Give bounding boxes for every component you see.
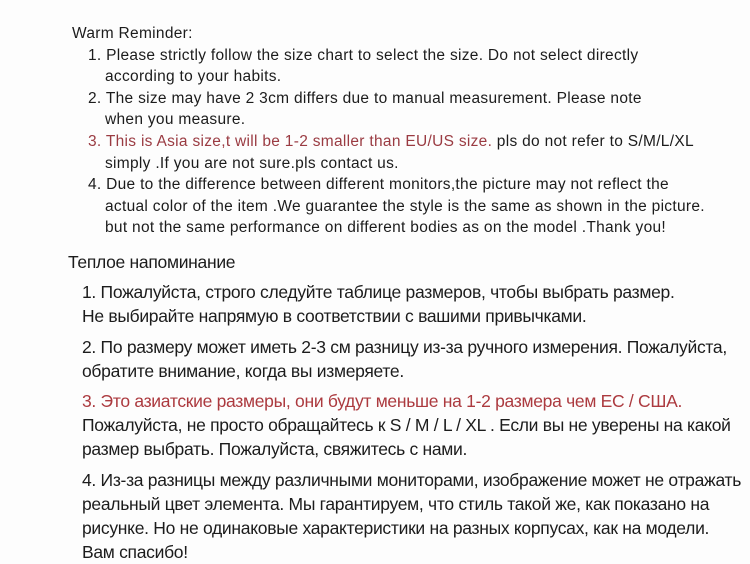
text-segment: pls do not refer to S/M/L/XL bbox=[492, 132, 694, 150]
text-line bbox=[68, 516, 750, 540]
text-line bbox=[72, 45, 750, 67]
text-segment: реальный цвет элемента. Мы гарантируем, что стиль такой же, как показано на bbox=[82, 493, 710, 514]
text-line bbox=[72, 217, 750, 239]
text-segment: according to your habits. bbox=[105, 68, 282, 86]
russian-section-heading: Теплое напоминание bbox=[68, 251, 236, 272]
text-line bbox=[72, 66, 750, 88]
text-line bbox=[68, 359, 750, 383]
text-segment: обратите внимание, когда вы измеряете. bbox=[82, 360, 404, 381]
text-segment: 1. Пожалуйста, строго следуйте таблице размеров, чтобы выбрать размер. bbox=[82, 282, 675, 303]
text-segment: Пожалуйста, не просто обращайтесь к S / M / L / XL . Если вы не уверены на какой bbox=[82, 415, 731, 436]
text-line bbox=[72, 109, 750, 131]
text-segment: Вам спасибо! bbox=[82, 542, 188, 563]
text-line bbox=[72, 88, 750, 110]
text-segment: Не выбирайте напрямую в соответствии с вашими привычками. bbox=[82, 306, 587, 327]
text-segment: actual color of the item .We guarantee the style is the same as shown in the picture. bbox=[105, 197, 705, 215]
text-line bbox=[72, 174, 750, 196]
text-line bbox=[72, 153, 750, 175]
text-line bbox=[68, 335, 750, 359]
text-segment: when you measure. bbox=[105, 111, 246, 129]
highlighted-text-segment: 3. This is Asia size,t will be 1-2 smaller than EU/US size. bbox=[88, 132, 493, 150]
highlighted-text-segment: 3. Это азиатские размеры, они будут меньше на 1-2 размера чем ЕС / США. bbox=[82, 390, 683, 411]
text-segment: 4. Из-за разницы между различными мониторами, изображение может не отражать bbox=[82, 469, 742, 490]
text-line bbox=[68, 437, 750, 461]
text-segment: 2. По размеру может иметь 2-3 см разницу из-за ручного измерения. Пожалуйста, bbox=[82, 336, 727, 357]
text-line bbox=[68, 468, 750, 492]
english-lines-container bbox=[72, 45, 750, 239]
text-line bbox=[68, 389, 750, 413]
russian-lines-container bbox=[68, 280, 750, 564]
text-segment: размер выбрать. Пожалуйста, свяжитесь с нами. bbox=[82, 439, 468, 460]
text-line bbox=[68, 280, 750, 304]
english-reminder-section bbox=[72, 23, 750, 239]
text-segment: 2. The size may have 2 3cm differs due to manual measurement. Please note bbox=[88, 89, 642, 107]
text-line bbox=[68, 304, 750, 328]
text-line bbox=[72, 196, 750, 218]
text-line bbox=[68, 540, 750, 564]
russian-reminder-section bbox=[68, 250, 750, 564]
text-line bbox=[72, 131, 750, 153]
text-segment: 4. Due to the difference between different monitors,the picture may not reflect the bbox=[88, 176, 669, 194]
english-section-heading: Warm Reminder: bbox=[72, 25, 193, 42]
text-segment: simply .If you are not sure.pls contact us. bbox=[105, 154, 399, 172]
text-line bbox=[68, 492, 750, 516]
text-segment: 1. Please strictly follow the size chart to select the size. Do not select directly bbox=[88, 46, 639, 64]
text-segment: but not the same performance on different bodies as on the model .Thank you! bbox=[105, 219, 667, 237]
text-segment: рисунке. Но не одинаковые характеристики на разных корпусах, как на модели. bbox=[82, 517, 710, 538]
text-line bbox=[68, 413, 750, 437]
